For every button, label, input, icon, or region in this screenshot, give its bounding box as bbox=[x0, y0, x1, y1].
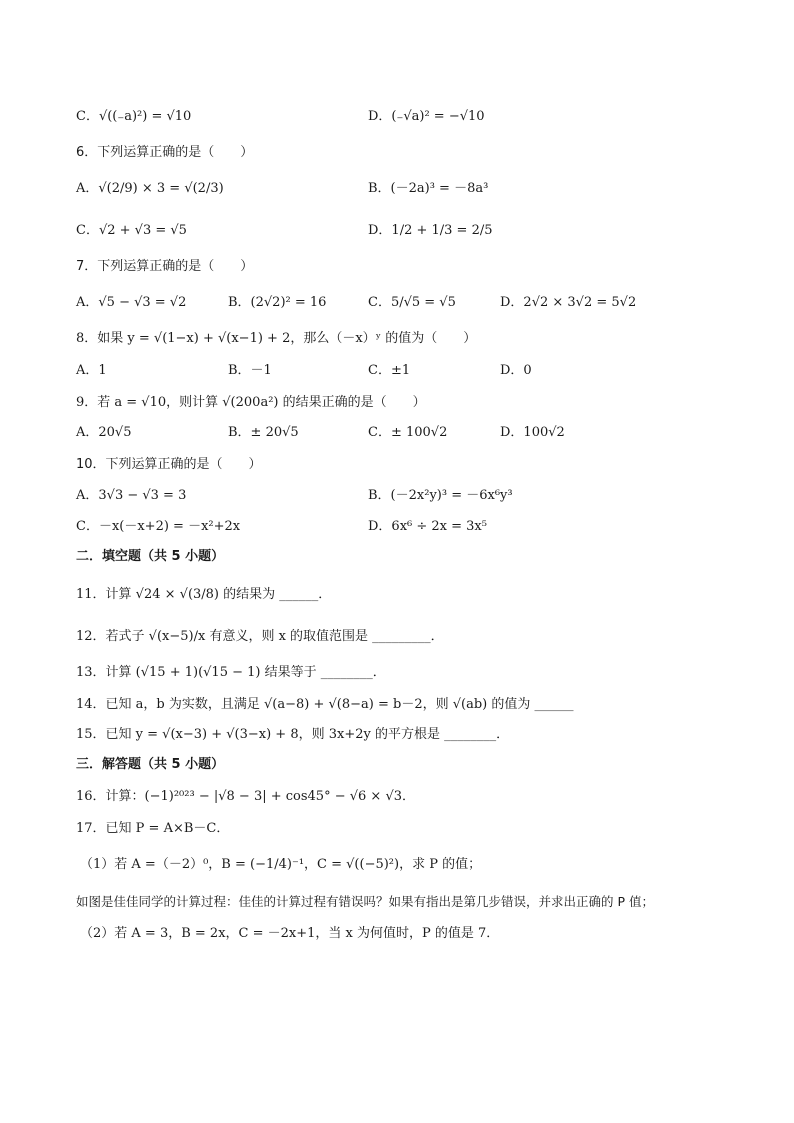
q9-option-a: A．20√5 bbox=[76, 425, 132, 440]
q6-option-c: C．√2 + √3 = √5 bbox=[76, 223, 187, 238]
q8-option-c: C．±1 bbox=[368, 363, 411, 378]
q9-option-c: C．± 100√2 bbox=[368, 425, 448, 440]
q17-note: 如图是佳佳同学的计算过程：佳佳的计算过程有错误吗？如果有指出是第几步错误，并求出正确的 P 值； bbox=[76, 894, 654, 909]
q7-option-a: A．√5 − √3 = √2 bbox=[76, 295, 187, 310]
section-heading-solve: 三．解答题（共 5 小题） bbox=[76, 757, 225, 772]
q13: 13．计算 (√15 + 1)(√15 − 1) 结果等于 ________． bbox=[76, 665, 386, 680]
q7-option-c: C．5/√5 = √5 bbox=[368, 295, 456, 310]
q11: 11．计算 √24 × √(3/8) 的结果为 ______． bbox=[76, 587, 332, 602]
q7-option-d: D．2√2 × 3√2 = 5√2 bbox=[500, 295, 637, 310]
q7-option-b: B．(2√2)² = 16 bbox=[228, 295, 327, 310]
q7-stem: 7．下列运算正确的是（ ） bbox=[76, 259, 254, 274]
q12: 12．若式子 √(x−5)/x 有意义，则 x 的取值范围是 _________． bbox=[76, 629, 444, 644]
section-heading-fill-in: 二．填空题（共 5 小题） bbox=[76, 549, 225, 564]
q10-option-c: C．－x(－x+2) = －x²+2x bbox=[76, 519, 241, 534]
q5-option-d: D．(₋√a)² = −√10 bbox=[368, 109, 485, 124]
q8-option-b: B．－1 bbox=[228, 363, 272, 378]
q16: 16．计算：(−1)²⁰²³ − |√8 − 3| + cos45° − √6 × √3． bbox=[76, 789, 415, 804]
q5-option-c: C．√((₋a)²) = √10 bbox=[76, 109, 192, 124]
q10-option-a: A．3√3 − √3 = 3 bbox=[76, 488, 187, 503]
q17-stem: 17．已知 P = A×B－C． bbox=[76, 821, 230, 836]
q9-option-d: D．100√2 bbox=[500, 425, 565, 440]
q8-option-a: A．1 bbox=[76, 363, 107, 378]
q6-option-a: A．√(2/9) × 3 = √(2/3) bbox=[76, 181, 224, 196]
q10-option-b: B．(－2x²y)³ = －6x⁶y³ bbox=[368, 488, 513, 503]
q9-stem: 9．若 a = √10，则计算 √(200a²) 的结果正确的是（ ） bbox=[76, 395, 426, 410]
q8-stem: 8．如果 y = √(1−x) + √(x−1) + 2，那么（－x）ʸ 的值为（ ） bbox=[76, 331, 477, 346]
q9-option-b: B．± 20√5 bbox=[228, 425, 299, 440]
q17-part1: （1）若 A =（－2）⁰，B = (−1/4)⁻¹，C = √((−5)²)，求 P 的值； bbox=[80, 857, 482, 872]
q14: 14．已知 a，b 为实数，且满足 √(a−8) + √(8−a) = b－2，则 √(ab) 的值为 ______ bbox=[76, 697, 574, 712]
q10-option-d: D．6x⁶ ÷ 2x = 3x⁵ bbox=[368, 519, 487, 534]
q6-option-d: D．1/2 + 1/3 = 2/5 bbox=[368, 223, 493, 238]
q15: 15．已知 y = √(x−3) + √(3−x) + 8，则 3x+2y 的平方根是 ________． bbox=[76, 727, 510, 742]
q6-stem: 6．下列运算正确的是（ ） bbox=[76, 145, 254, 160]
q6-option-b: B．(－2a)³ = －8a³ bbox=[368, 181, 489, 196]
q8-option-d: D．0 bbox=[500, 363, 532, 378]
q17-part2: （2）若 A = 3，B = 2x，C = －2x+1，当 x 为何值时，P 的值是 7． bbox=[80, 926, 500, 941]
q10-stem: 10．下列运算正确的是（ ） bbox=[76, 457, 262, 472]
